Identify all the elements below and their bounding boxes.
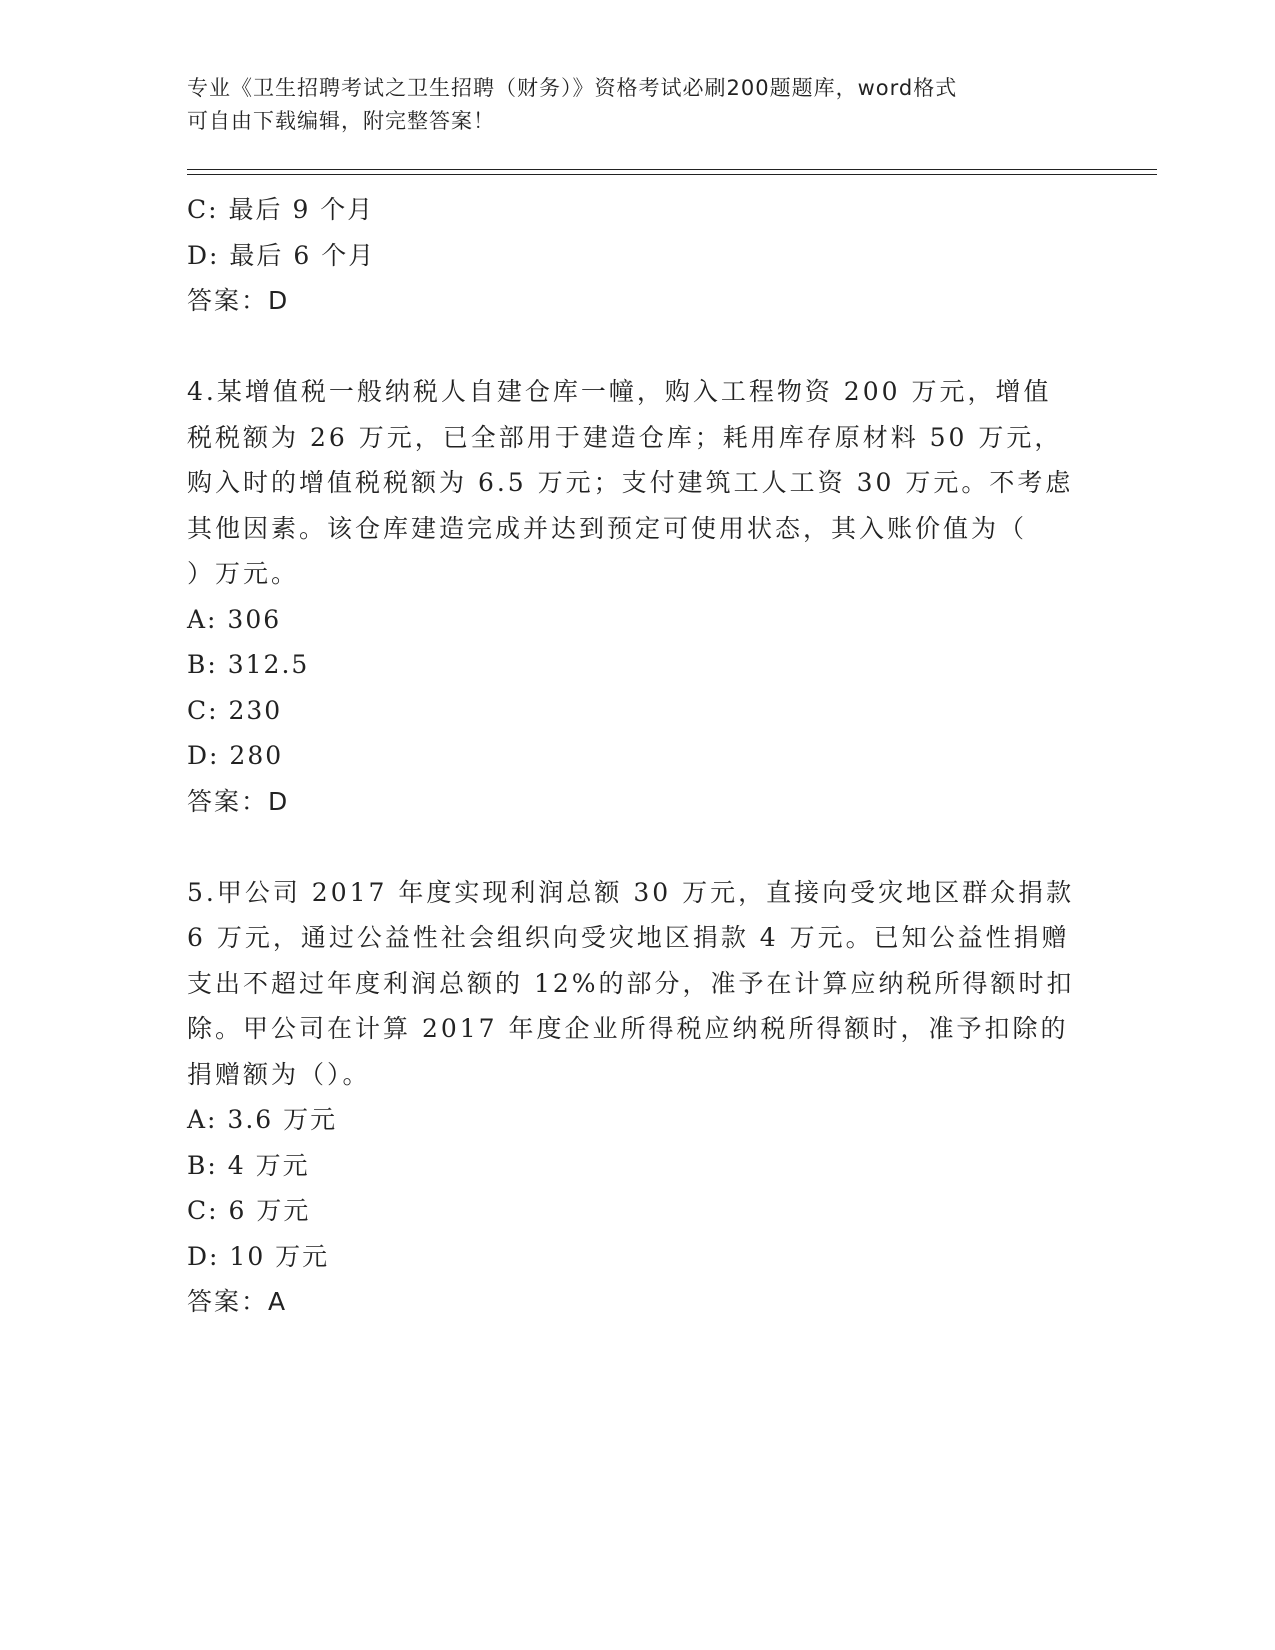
q5-stem-line: 支出不超过年度利润总额的 12%的部分，准予在计算应纳税所得额时扣 — [187, 968, 1075, 998]
q4-option-b: B: 312.5 — [187, 650, 310, 679]
q4-stem-line: 税税额为 26 万元，已全部用于建造仓库；耗用库存原材料 50 万元， — [187, 422, 1063, 452]
q4-stem-line: 购入时的增值税税额为 6.5 万元；支付建筑工人工资 30 万元。不考虑 — [187, 468, 1074, 497]
q4-answer: 答案：D — [187, 786, 290, 816]
header-rule-top — [187, 169, 1157, 170]
header-title-line-1: 专业《卫生招聘考试之卫生招聘（财务）》资格考试必刷200题题库，word格式 — [187, 76, 958, 100]
q5-option-b: B: 4 万元 — [187, 1150, 310, 1180]
q5-stem-line: 6 万元，通过公益性社会组织向受灾地区捐款 4 万元。已知公益性捐赠 — [187, 923, 1070, 952]
question-4 — [187, 369, 1087, 824]
q5-stem-line: 除。甲公司在计算 2017 年度企业所得税应纳税所得额时，准予扣除的 — [187, 1014, 1069, 1043]
document-header — [187, 72, 1087, 138]
q4-option-d: D: 280 — [187, 741, 284, 770]
q5-answer: 答案：A — [187, 1287, 288, 1316]
question-5 — [187, 870, 1087, 1325]
q5-option-c: C: 6 万元 — [187, 1196, 311, 1225]
q5-stem-line: 捐赠额为（）。 — [187, 1059, 371, 1089]
spacer — [187, 824, 1087, 870]
q5-option-d: D: 10 万元 — [187, 1241, 330, 1271]
q4-stem-line: 4.某增值税一般纳税人自建仓库一幢，购入工程物资 200 万元，增值 — [187, 377, 1052, 406]
q4-stem — [187, 369, 1087, 597]
q5-stem — [187, 870, 1087, 1098]
header-rule-bottom — [187, 174, 1157, 175]
q3-option-c: C: 最后 9 个月 — [187, 195, 375, 224]
question-3-tail — [187, 187, 1087, 324]
q4-stem-line: 其他因素。该仓库建造完成并达到预定可使用状态，其入账价值为（ — [187, 513, 1028, 543]
q4-option-c: C: 230 — [187, 695, 283, 725]
header-title-line-2: 可自由下载编辑，附完整答案！ — [187, 109, 495, 133]
q3-option-d: D: 最后 6 个月 — [187, 240, 376, 270]
q5-stem-line: 5.甲公司 2017 年度实现利润总额 30 万元，直接向受灾地区群众捐款 — [187, 877, 1075, 907]
q4-stem-line: ）万元。 — [187, 559, 300, 588]
q3-answer: 答案：D — [187, 286, 290, 315]
q4-option-a: A: 306 — [187, 604, 282, 634]
spacer — [187, 324, 1087, 370]
q5-option-a: A: 3.6 万元 — [187, 1105, 338, 1134]
document-body — [187, 187, 1087, 1325]
